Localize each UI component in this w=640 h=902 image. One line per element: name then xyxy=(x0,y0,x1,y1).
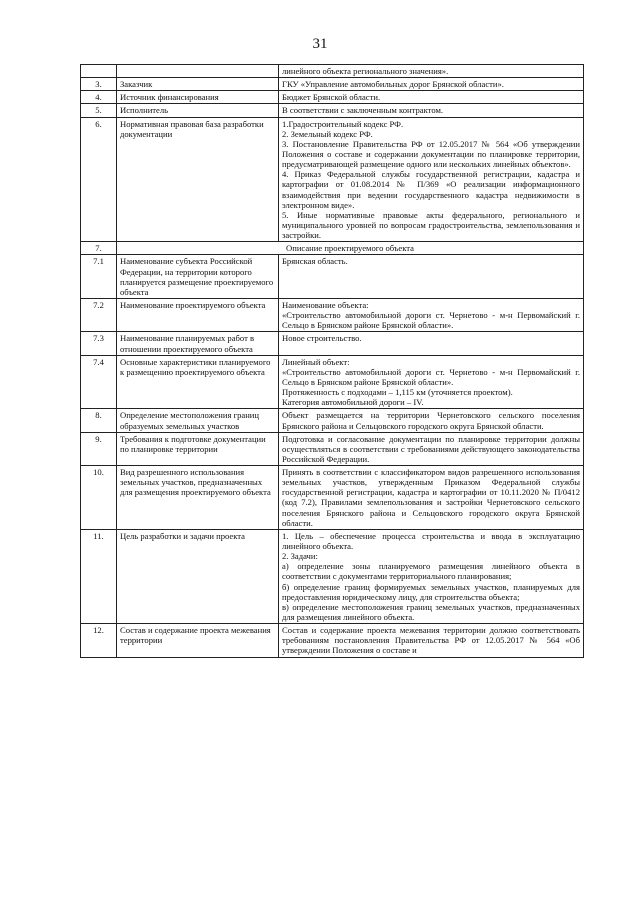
value-line: в) определение местоположения границ земельных участков, предназначенных для размещения линейного объекта. xyxy=(282,601,580,623)
row-number: 12. xyxy=(81,624,117,657)
parameter-name xyxy=(117,65,279,78)
table-row xyxy=(81,117,584,242)
parameter-value xyxy=(279,65,584,78)
row-number: 3. xyxy=(81,78,117,91)
parameter-value xyxy=(279,409,584,432)
value-line: 2. Земельный кодекс РФ. xyxy=(282,128,373,139)
row-number: 5. xyxy=(81,104,117,117)
value-line: Состав и содержание проекта межевания территории должно соответствовать требованиям постановления Правительства РФ от 12.05.2017 № 564 «Об утверждении Положения о составе и xyxy=(282,625,580,656)
parameter-value xyxy=(279,355,584,409)
row-number xyxy=(81,65,117,78)
parameter-name: Определение местоположения границ образуемых земельных участков xyxy=(117,409,279,432)
parameter-value xyxy=(279,624,584,657)
table-row xyxy=(81,298,584,331)
value-line: Протяженность с подходами – 1,115 км (уточняется проектом). xyxy=(282,387,513,398)
parameter-name: Нормативная правовая база разработки документации xyxy=(117,117,279,242)
row-number: 6. xyxy=(81,117,117,242)
parameter-value xyxy=(279,432,584,465)
parameter-name: Наименование субъекта Российской Федерации, на территории которого планируется размещение проектируемого объекта xyxy=(117,255,279,299)
value-line: Бюджет Брянской области. xyxy=(282,92,381,103)
table-row xyxy=(81,91,584,104)
page-number: 31 xyxy=(312,36,328,52)
row-number: 9. xyxy=(81,432,117,465)
value-line: 2. Задачи: xyxy=(282,551,318,562)
row-number: 7.1 xyxy=(81,255,117,299)
parameter-value xyxy=(279,298,584,331)
table-row xyxy=(81,65,584,78)
parameter-name: Наименование планируемых работ в отношении проектируемого объекта xyxy=(117,332,279,355)
table-row xyxy=(81,78,584,91)
table-row xyxy=(81,529,584,623)
section-heading: Описание проектируемого объекта xyxy=(117,242,584,255)
value-line: а) определение зоны планируемого размещения линейного объекта в соответствии с документами территориального планирования; xyxy=(282,561,580,582)
value-line: Наименование объекта: xyxy=(282,299,369,310)
parameter-name: Источник финансирования xyxy=(117,91,279,104)
value-line: 1.Градостроительный кодекс РФ. xyxy=(282,118,404,129)
requirements-table xyxy=(80,64,584,658)
parameter-value xyxy=(279,529,584,623)
parameter-name: Требования к подготовке документации по планировке территории xyxy=(117,432,279,465)
table-row xyxy=(81,624,584,657)
parameter-value xyxy=(279,255,584,299)
value-line: В соответствии с заключенным контрактом. xyxy=(282,105,444,116)
value-line: Линейный объект: xyxy=(282,356,350,367)
value-line: Брянская область. xyxy=(282,256,348,267)
table-row xyxy=(81,432,584,465)
parameter-name: Наименование проектируемого объекта xyxy=(117,298,279,331)
parameter-value xyxy=(279,91,584,104)
parameter-value xyxy=(279,104,584,117)
table-row xyxy=(81,355,584,409)
value-line: Подготовка и согласование документации по планировке территории должны осуществляться в соответствии с требованиями действующего законодательства Российской Федерации. xyxy=(282,433,580,464)
table-row xyxy=(81,255,584,299)
value-line: Новое строительство. xyxy=(282,333,362,344)
value-line: линейного объекта регионального значения». xyxy=(282,66,449,76)
value-line: 3. Постановление Правительства РФ от 12.05.2017 № 564 «Об утверждении Положения о составе и содержании документации по планировке территории, предусматривающей размещение одного или нескольких линейных объектов». xyxy=(282,138,580,170)
row-number: 7.3 xyxy=(81,332,117,355)
value-line: б) определение границ формируемых земельных участков, планируемых для предоставления юридическому лицу, для строительства объекта; xyxy=(282,581,580,602)
row-number: 7.2 xyxy=(81,298,117,331)
value-line: ГКУ «Управление автомобильных дорог Брянской области». xyxy=(282,79,504,90)
parameter-name: Основные характеристики планируемого к размещению проектируемого объекта xyxy=(117,355,279,409)
value-line: «Строительство автомобильной дороги ст. Чернетово - м-н Первомайский г. Сельцо в Брянском районе Брянской области». xyxy=(282,310,580,331)
value-line: 5. Иные нормативные правовые акты федерального, регионального и муниципального уровней по вопросам градостроительства, землепользования и застройки. xyxy=(282,209,580,241)
row-number: 11. xyxy=(81,529,117,623)
value-line: 1. Цель – обеспечение процесса строительства и ввода в эксплуатацию линейного объекта. xyxy=(282,530,580,552)
value-line: «Строительство автомобильной дороги ст. Чернетово - м-н Первомайский г. Сельцо в Брянском районе Брянской области». xyxy=(282,366,580,387)
table-row xyxy=(81,104,584,117)
parameter-value xyxy=(279,78,584,91)
value-line: Объект размещается на территории Чернетовского сельского поселения Брянского района и Сельцовского городского округа Брянской области. xyxy=(282,410,580,431)
value-line: Категория автомобильной дороги – IV. xyxy=(282,397,424,408)
row-number: 4. xyxy=(81,91,117,104)
parameter-value xyxy=(279,117,584,242)
value-line: 4. Приказ Федеральной службы государственной регистрации, кадастра и картографии от 01.08.2014 № П/369 «О реализации информационного взаимодействия при ведении государственного кадастра недвижимости в электронном виде». xyxy=(282,169,580,210)
table-row xyxy=(81,332,584,355)
table-row xyxy=(81,242,584,255)
table-row xyxy=(81,466,584,530)
value-line: Принять в соответствии с классификатором видов разрешенного использования земельных участков, утвержденным Приказом Федеральной службы государственной регистрации, кадастра и картографии от 10.11.2020 № П/0412 (код 7.2), Правилами землепользования и застройки Чернетовского сельского поселения Брянского района и Сельцовского городского округа Брянской области. xyxy=(282,467,580,528)
row-number: 7.4 xyxy=(81,355,117,409)
parameter-name: Вид разрешенного использования земельных участков, предназначенных для размещения проектируемого объекта xyxy=(117,466,279,530)
row-number: 8. xyxy=(81,409,117,432)
parameter-value xyxy=(279,332,584,355)
row-number: 7. xyxy=(81,242,117,255)
parameter-name: Заказчик xyxy=(117,78,279,91)
parameter-name: Цель разработки и задачи проекта xyxy=(117,529,279,623)
parameter-value xyxy=(279,466,584,530)
parameter-name: Исполнитель xyxy=(117,104,279,117)
row-number: 10. xyxy=(81,466,117,530)
table-row xyxy=(81,409,584,432)
parameter-name: Состав и содержание проекта межевания территории xyxy=(117,624,279,657)
